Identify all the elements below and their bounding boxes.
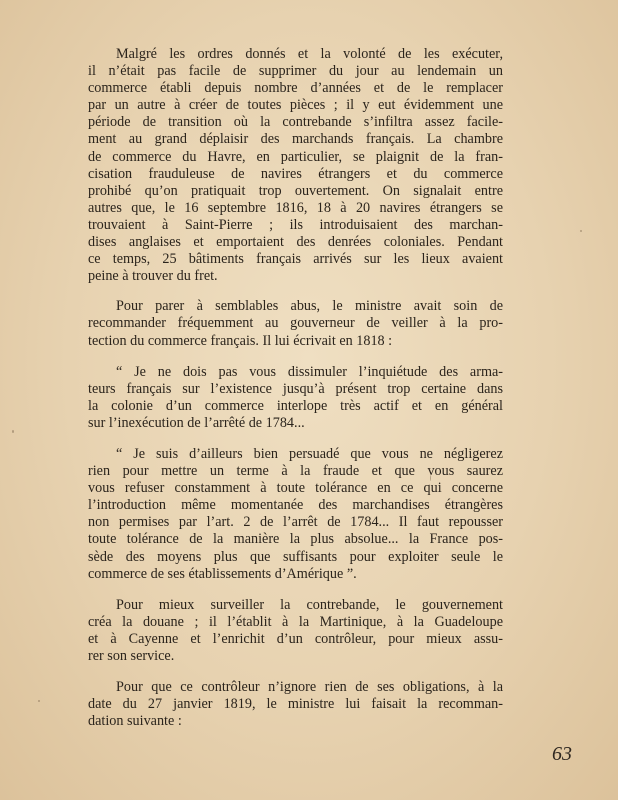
text-line: autres que, le 16 septembre 1816, 18 à 20 navires étrangers se <box>88 199 503 216</box>
text-line: il n’était pas facile de supprimer du jour au lendemain un <box>88 63 503 80</box>
text-line: recommander fréquemment au gouverneur de veiller à la pro- <box>88 315 503 332</box>
text-line: Malgré les ordres donnés et la volonté de les exécuter, <box>116 46 503 62</box>
text-line: rer son service. <box>88 648 175 664</box>
paper-speck <box>38 700 40 702</box>
text-line: Pour parer à semblables abus, le ministre avait soin de <box>116 298 503 315</box>
body-text <box>88 46 503 730</box>
paragraph-3 <box>88 597 503 665</box>
text-line: ce temps, 25 bâtiments français arrivés sur les lieux avaient <box>88 251 503 268</box>
paper-speck <box>12 430 14 433</box>
text-line: l’introduction même momentanée des marchandises étrangères <box>88 497 503 514</box>
page-number: 63 <box>552 743 572 765</box>
text-line: cisation frauduleuse de navires étrangers et du commerce <box>88 165 503 182</box>
text-line: trouvaient à Saint-Pierre ; ils introduisaient des marchan- <box>88 216 503 233</box>
text-line: période de transition où la contrebande s’infiltra assez facile- <box>88 114 503 131</box>
paper-speck <box>580 230 582 232</box>
paragraph-4 <box>88 679 503 730</box>
text-line: tection du commerce français. Il lui écrivait en 1818 : <box>88 332 393 349</box>
text-line: dation suivante : <box>88 713 182 730</box>
quotation-1 <box>88 364 503 432</box>
text-line: “ Je suis d’ailleurs bien persuadé que vous ne négligerez <box>116 445 503 462</box>
text-line: non permises par l’art. 2 de l’arrêt de 1784... Il faut repousser <box>88 514 503 531</box>
text-line: la colonie d’un commerce interlope très actif et en général <box>88 397 503 414</box>
paragraph-2 <box>88 298 503 349</box>
text-line: commerce de ses établissements d’Amérique ”. <box>88 565 357 582</box>
text-line: teurs français sur l’existence jusqu’à présent trop certaine dans <box>88 380 503 397</box>
paragraph-1 <box>88 46 503 285</box>
text-line: “ Je ne dois pas vous dissimuler l’inquiétude des arma- <box>116 363 503 380</box>
text-line: sur l’inexécution de l’arrêté de 1784... <box>88 414 305 431</box>
text-line: ment au grand déplaisir des marchands français. La chambre <box>88 131 503 148</box>
paper-speck <box>430 475 431 481</box>
text-line: prohibé qu’on pratiquait trop ouvertement. On signalait entre <box>88 182 503 199</box>
text-line: date du 27 janvier 1819, le ministre lui faisait la recomman- <box>88 696 503 713</box>
text-line: Pour mieux surveiller la contrebande, le gouvernement <box>116 596 503 613</box>
text-line: créa la douane ; il l’établit à la Martinique, à la Guadeloupe <box>88 613 503 630</box>
text-line: vous refuser constamment à toute tolérance en ce qui concerne <box>88 480 503 497</box>
text-line: par un autre à créer de toutes pièces ; il y eut évidemment une <box>88 97 503 114</box>
text-line: peine à trouver du fret. <box>88 268 218 285</box>
text-line: de commerce du Havre, en particulier, se plaignit de la fran- <box>88 148 503 165</box>
text-line: Pour que ce contrôleur n’ignore rien de ses obligations, à la <box>116 679 503 696</box>
text-line: et à Cayenne et l’enrichit d’un contrôleur, pour mieux assu- <box>88 630 503 647</box>
quotation-2 <box>88 446 503 583</box>
text-line: sède des moyens plus que suffisants pour exploiter seule le <box>88 548 503 565</box>
text-line: commerce établi depuis nombre d’années et de le remplacer <box>88 80 503 97</box>
text-line: rien pour mettre un terme à la fraude et que vous saurez <box>88 463 503 480</box>
text-line: toute tolérance de la manière la plus absolue... la France pos- <box>88 531 503 548</box>
text-line: dises anglaises et emportaient des denrées coloniales. Pendant <box>88 234 503 251</box>
